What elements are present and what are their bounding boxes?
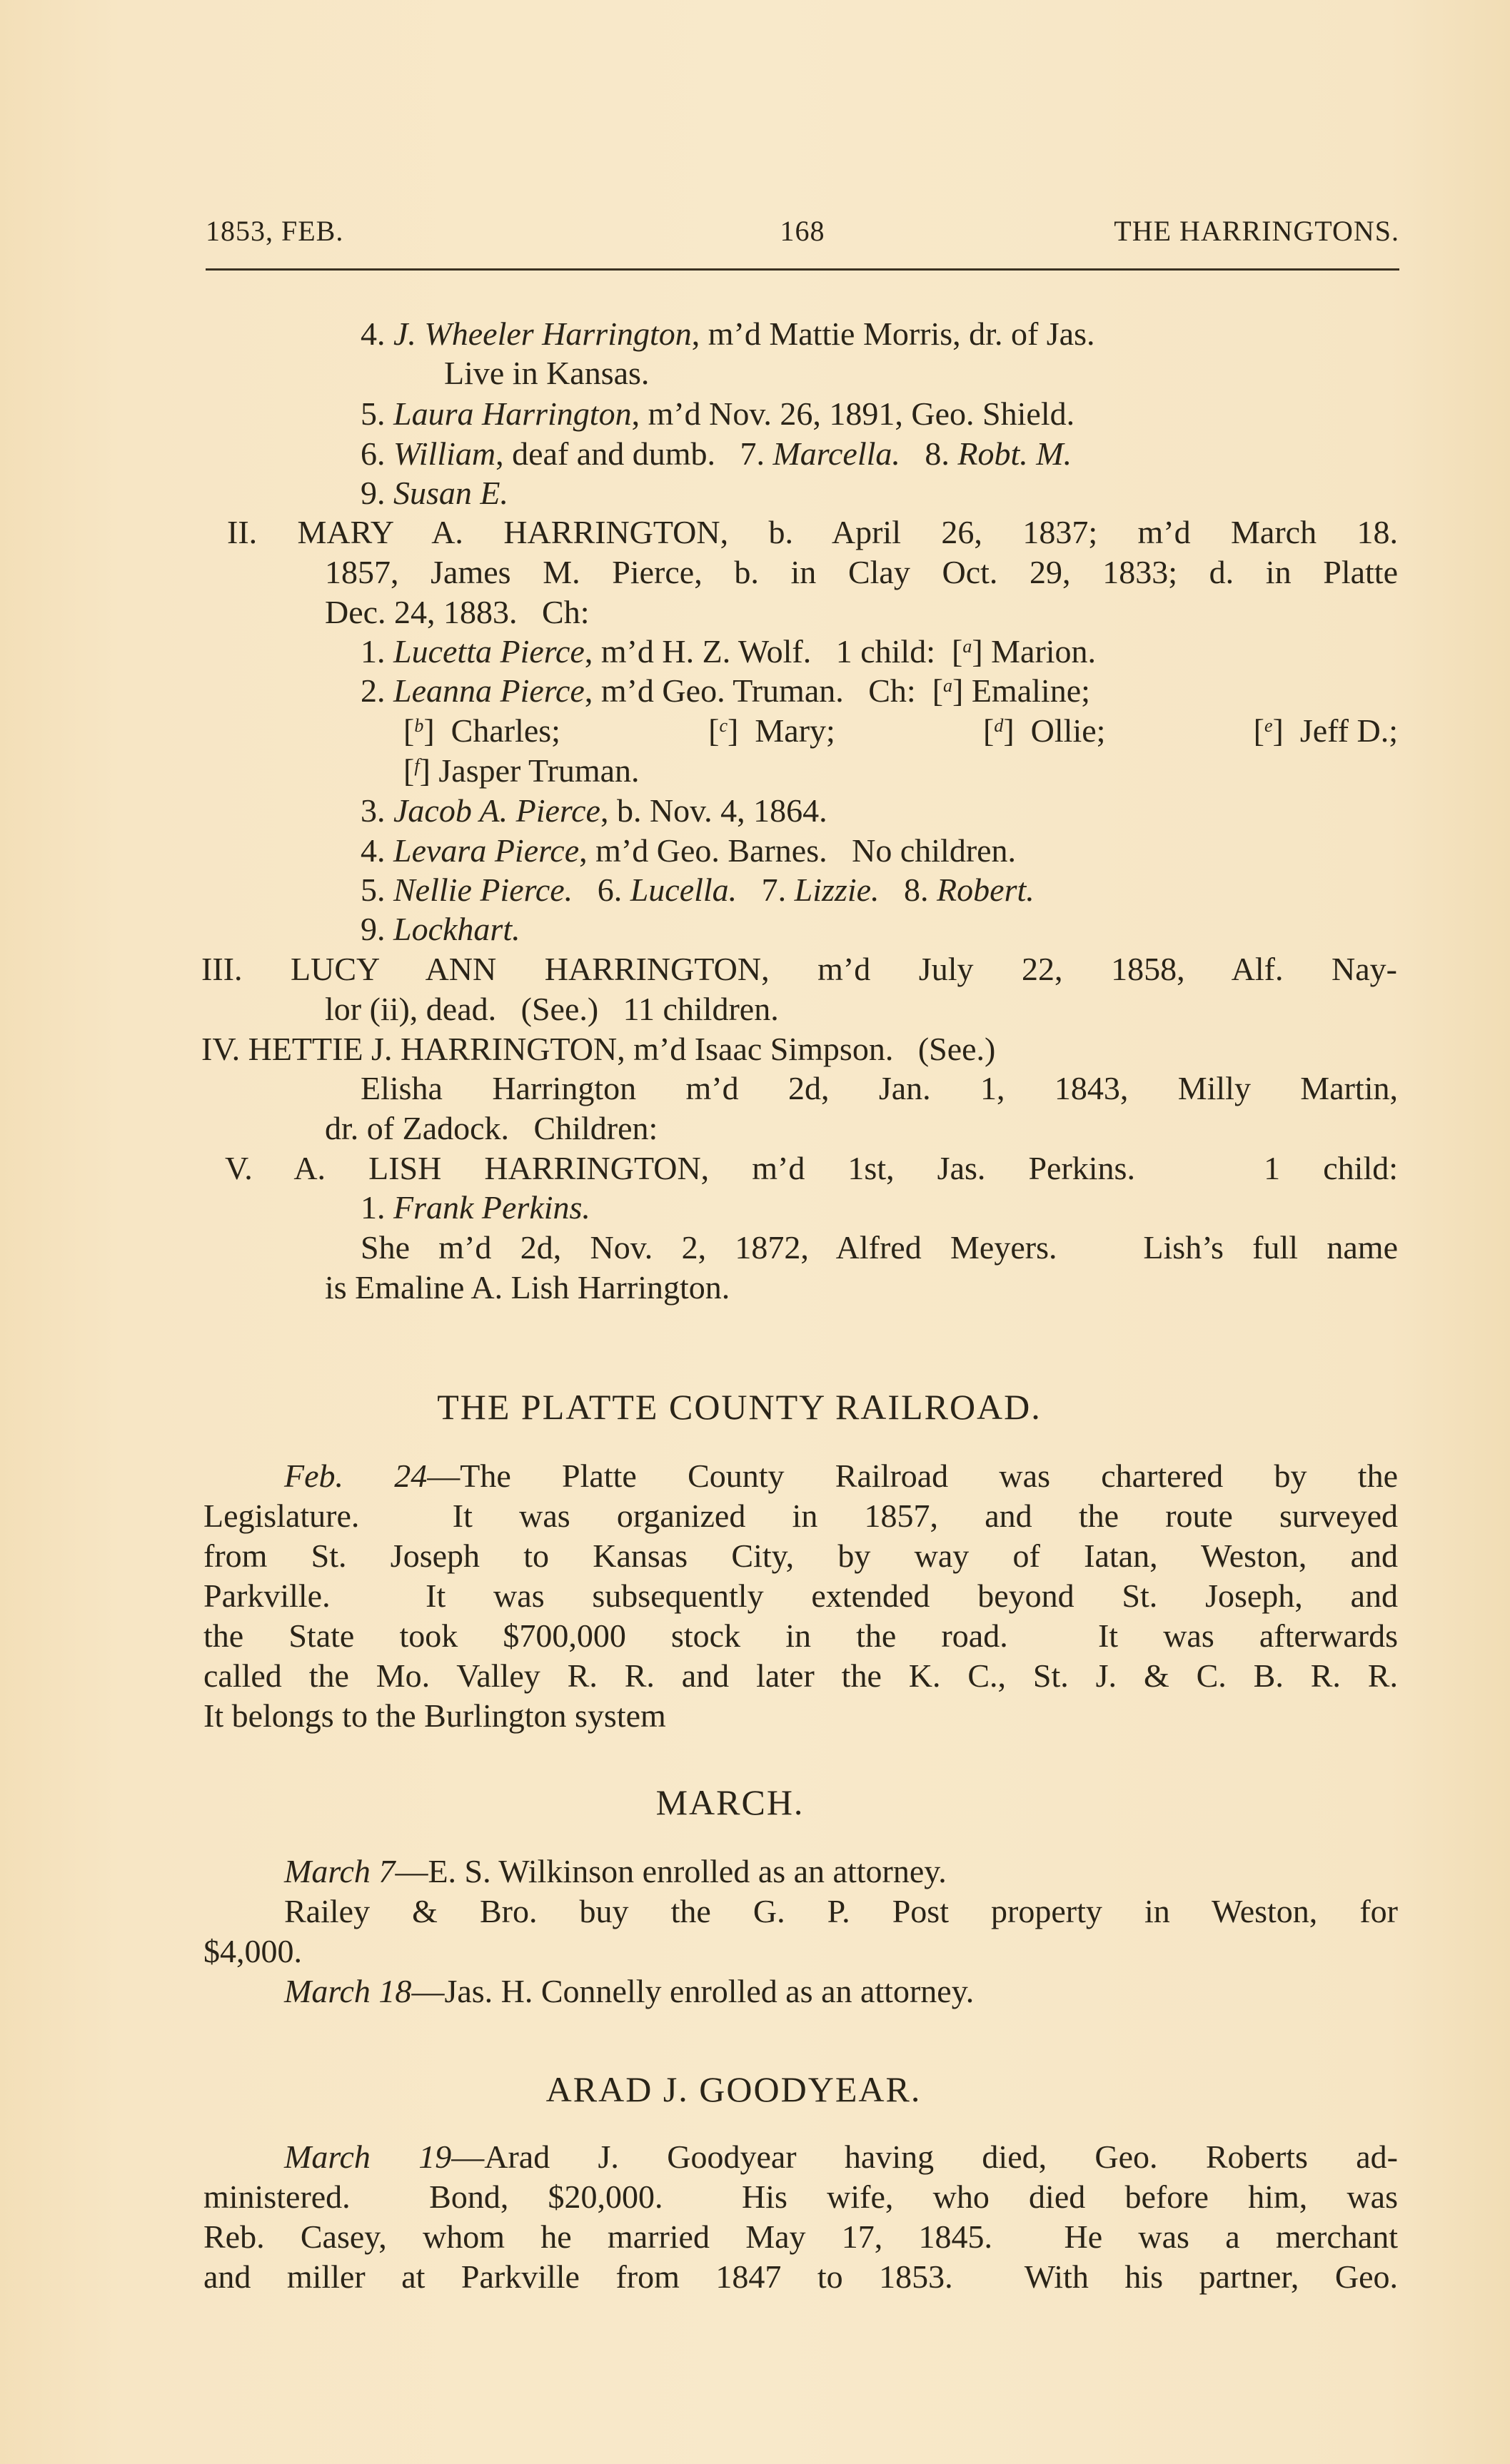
- person-name: Robert.: [937, 872, 1035, 908]
- running-header: [206, 214, 1399, 257]
- entry-number: 4.: [361, 832, 386, 869]
- entry-date: March 18: [284, 1973, 412, 2009]
- section-heading-railroad: THE PLATTE COUNTY RAILROAD.: [437, 1387, 1042, 1427]
- paragraph-text: —Arad J. Goodyear having died, Geo. Roberts ad-: [451, 2139, 1399, 2175]
- header-date: 1853, FEB.: [206, 215, 344, 247]
- entry-number: 9.: [361, 911, 386, 947]
- railroad-paragraph-line: the State took $700,000 stock in the road. It was afterwards: [203, 1617, 1398, 1654]
- header-rule: [206, 268, 1399, 271]
- entry-number: 8.: [925, 435, 950, 472]
- person-name: Lizzie.: [794, 872, 880, 908]
- grandchild-name: Ollie;: [1030, 712, 1106, 749]
- railroad-paragraph-line: called the Mo. Valley R. R. and later the K. C., St. J. & C. B. R. R.: [203, 1657, 1398, 1694]
- entry-number: 6.: [361, 435, 386, 472]
- lucy-harrington-line-1: III. LUCY ANN HARRINGTON, m’d July 22, 1858, Alf. Nay-: [201, 951, 1397, 987]
- footnote-letter: f: [414, 755, 420, 776]
- footnote-letter: b: [414, 715, 424, 736]
- grandchild: [$^f$] Jasper Truman.: [403, 752, 640, 789]
- entry-number: 4.: [361, 315, 386, 352]
- person-name: Lucella.: [630, 872, 738, 908]
- grandchild-name: Jasper Truman.: [438, 752, 640, 789]
- header-title: THE HARRINGTONS.: [1114, 215, 1399, 247]
- person-name: Frank Perkins.: [393, 1189, 590, 1226]
- person-name: Levara Pierce: [393, 832, 580, 869]
- person-name: Laura Harrington: [393, 395, 632, 432]
- footnote-letter: e: [1264, 715, 1273, 736]
- lish-line-3: She m’d 2d, Nov. 2, 1872, Alfred Meyers. Lish’s full name: [361, 1229, 1398, 1266]
- lucy-harrington-line-2: lor (ii), dead. (See.) 11 children.: [325, 991, 779, 1027]
- person-name: Susan E.: [393, 475, 508, 511]
- entry-number: 8.: [904, 872, 929, 908]
- entry-text: , m’d Geo. Truman. Ch: [: [584, 672, 944, 709]
- entry-susan: [361, 473, 508, 513]
- footnote-letter: a: [943, 675, 953, 696]
- person-name: Marcella.: [772, 435, 900, 472]
- mary-harrington-line-1: II. MARY A. HARRINGTON, b. April 26, 1837; m’d March 18.: [227, 514, 1398, 550]
- child-levara: [361, 831, 1016, 871]
- entry-number: 3.: [361, 792, 386, 829]
- entry-date: March 19: [284, 2139, 452, 2175]
- mary-harrington-line-2: 1857, James M. Pierce, b. in Clay Oct. 29, 1833; d. in Platte: [325, 554, 1398, 590]
- grandchild-name: Jeff D.;: [1299, 712, 1398, 749]
- mary-harrington-line-3: Dec. 24, 1883. Ch:: [325, 594, 590, 630]
- person-name: Jacob A. Pierce: [393, 792, 600, 829]
- grandchild: [$^e$] Jeff D.;: [1253, 712, 1398, 749]
- railroad-paragraph-line: Parkville. It was subsequently extended beyond St. Joseph, and: [203, 1577, 1398, 1614]
- child-jacob: [361, 791, 827, 831]
- entry-text: , m’d Mattie Morris, dr. of Jas.: [691, 315, 1095, 352]
- entry-number: 2.: [361, 672, 386, 709]
- railroad-paragraph-line: [284, 1456, 1398, 1496]
- lish-line-4: is Emaline A. Lish Harrington.: [325, 1269, 730, 1306]
- march-entry-wilkinson: [284, 1852, 947, 1892]
- grandchild: [$^b$] Charles;: [403, 712, 560, 749]
- person-name: Nellie Pierce.: [393, 872, 573, 908]
- person-name: Leanna Pierce: [393, 672, 585, 709]
- section-heading-goodyear: ARAD J. GOODYEAR.: [545, 2069, 922, 2109]
- march-entry-railey: Railey & Bro. buy the G. P. Post property in Weston, for: [284, 1893, 1398, 1929]
- entry-number: 9.: [361, 475, 386, 511]
- child-lucetta: [361, 632, 1096, 672]
- railroad-paragraph-line: Legislature. It was organized in 1857, and the route surveyed: [203, 1498, 1398, 1534]
- footnote-letter: a: [962, 636, 972, 657]
- grandchild-name: Charles;: [451, 712, 560, 749]
- entry-j-wheeler: [361, 314, 1094, 354]
- children-nellie-to-robert: [361, 870, 1035, 910]
- entry-number: 7.: [761, 872, 787, 908]
- paragraph-text: —The Platte County Railroad was chartered by the: [427, 1458, 1399, 1494]
- person-name: Lucetta Pierce: [393, 633, 585, 670]
- grandchild-name: Mary;: [755, 712, 835, 749]
- entry-text: —Jas. H. Connelly enrolled as an attorney.: [411, 1973, 975, 2009]
- child-lockhart: [361, 909, 520, 949]
- entry-number: 6.: [597, 872, 623, 908]
- child-frank-perkins: [361, 1188, 590, 1228]
- entry-number: 7.: [740, 435, 765, 472]
- entry-text: , m’d H. Z. Wolf. 1 child: [: [584, 633, 963, 670]
- grandchild: [$^c$] Mary;: [708, 712, 835, 749]
- entry-text: , m’d Geo. Barnes. No children.: [579, 832, 1017, 869]
- entry-text: ] Emaline;: [952, 672, 1090, 709]
- entry-text: ] Marion.: [972, 633, 1097, 670]
- entry-text: , b. Nov. 4, 1864.: [600, 792, 827, 829]
- entry-text: , deaf and dumb.: [495, 435, 715, 472]
- entry-text: , m’d Nov. 26, 1891, Geo. Shield.: [631, 395, 1075, 432]
- entry-number: 5.: [361, 872, 386, 908]
- march-entry-connelly: [284, 1971, 974, 2011]
- lish-harrington-line-1: V. A. LISH HARRINGTON, m’d 1st, Jas. Perkins. 1 child:: [225, 1150, 1398, 1186]
- entry-william-marcella-robt: [361, 434, 1072, 474]
- person-name: Lockhart.: [393, 911, 520, 947]
- leanna-children-list: [403, 711, 1398, 751]
- entry-date: Feb. 24: [284, 1458, 428, 1494]
- person-name: Robt. M.: [957, 435, 1072, 472]
- elisha-line-1: Elisha Harrington m’d 2d, Jan. 1, 1843, Milly Martin,: [361, 1070, 1398, 1106]
- goodyear-paragraph-line: ministered. Bond, $20,000. His wife, who died before him, was: [203, 2178, 1398, 2215]
- entry-laura: [361, 394, 1074, 434]
- railroad-paragraph-line: It belongs to the Burlington system: [203, 1697, 666, 1734]
- elisha-line-2: dr. of Zadock. Children:: [325, 1110, 658, 1146]
- footnote-letter: d: [994, 715, 1004, 736]
- goodyear-paragraph-line: Reb. Casey, whom he married May 17, 1845. He was a merchant: [203, 2218, 1398, 2255]
- entry-number: 5.: [361, 395, 386, 432]
- railroad-paragraph-line: from St. Joseph to Kansas City, by way of Iatan, Weston, and: [203, 1538, 1398, 1574]
- footnote-letter: c: [719, 715, 728, 736]
- entry-number: 1.: [361, 1189, 386, 1226]
- grandchild: [$^d$] Ollie;: [983, 712, 1106, 749]
- entry-number: 1.: [361, 633, 386, 670]
- page-number: 168: [780, 215, 825, 247]
- entry-date: March 7: [284, 1853, 396, 1889]
- goodyear-paragraph-line: [284, 2137, 1398, 2177]
- child-leanna: [361, 671, 1090, 711]
- person-name: William: [393, 435, 496, 472]
- goodyear-paragraph-line: and miller at Parkville from 1847 to 1853. With his partner, Geo.: [203, 2258, 1398, 2295]
- hettie-harrington-line: IV. HETTIE J. HARRINGTON, m’d Isaac Simpson. (See.): [201, 1031, 996, 1067]
- person-name: J. Wheeler Harrington: [393, 315, 692, 352]
- march-entry-railey-amount: $4,000.: [203, 1933, 302, 1969]
- section-heading-march: MARCH.: [655, 1782, 805, 1822]
- entry-continuation: Live in Kansas.: [444, 355, 650, 391]
- entry-text: —E. S. Wilkinson enrolled as an attorney.: [395, 1853, 947, 1889]
